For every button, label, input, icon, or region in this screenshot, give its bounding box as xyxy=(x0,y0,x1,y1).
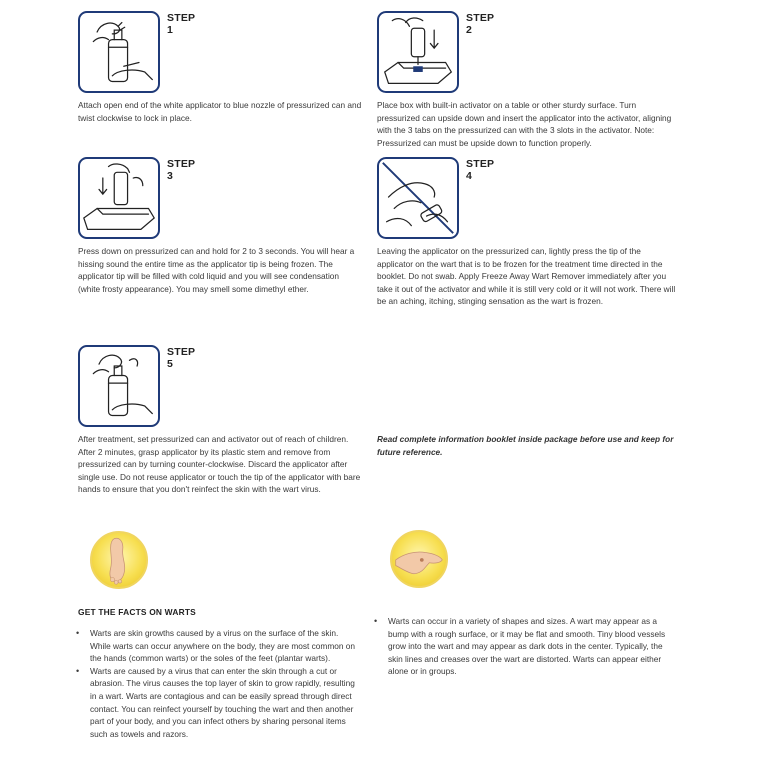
step-title: STEP 2 xyxy=(466,12,495,36)
attach-applicator-icon xyxy=(78,11,160,93)
step-text: Attach open end of the white applicator to blue nozzle of pressurized can and twist clockwise to lock in place. xyxy=(78,100,362,123)
facts-left-list xyxy=(76,627,361,740)
list-item: • Warts can occur in a variety of shapes and sizes. A wart may appear as a bump with a rough surface, or it may be flat and smooth. Tiny blood vessels grow into the wart and may appear as dark dots in the center. Typically, the skin lines and creases over the wart are distorted. Warts can appear either alone or in groups. xyxy=(374,615,674,678)
step-title: STEP 3 xyxy=(167,158,196,182)
step-title: STEP 1 xyxy=(167,12,196,36)
step-text: Press down on pressurized can and hold for 2 to 3 seconds. You will hear a hissing sound the entire time as the applicator tip is being frozen. The applicator tip will be filled with cold liquid and you will see condensation (white frosty appearance). You may smell some dimethyl ether. xyxy=(78,246,355,294)
facts-right-list xyxy=(374,615,674,678)
press-down-icon xyxy=(78,157,160,239)
step-title: STEP 4 xyxy=(466,158,495,182)
finger-wart-icon xyxy=(390,530,448,588)
step-text: After treatment, set pressurized can and activator out of reach of children. After 2 minutes, grasp applicator by its plastic stem and remove from pressurized can by turning counter-clockwise. Discard the applicator after single use. Do not reuse applicator or touch the tip of the applicator with bare hands to ensure that you don't reinfect the skin with the wart virus. xyxy=(78,434,361,495)
list-item: • Warts are caused by a virus that can enter the skin through a cut or abrasion. The virus causes the top layer of skin to grow rapidly, resulting in a wart. Warts are contagious and can be easily spread through direct contact. You can reinfect yourself by touching the wart and then another part of your body, and you can infect others by sharing personal items such as towels and razors. xyxy=(76,665,361,741)
remove-applicator-icon xyxy=(78,345,160,427)
read-booklet-note: Read complete information booklet inside package before use and keep for future reference. xyxy=(377,434,674,457)
step-title: STEP 5 xyxy=(167,346,196,370)
foot-sole-icon xyxy=(90,531,148,589)
facts-title: GET THE FACTS ON WARTS xyxy=(78,607,196,617)
place-box-icon xyxy=(377,11,459,93)
list-item: • Warts are skin growths caused by a virus on the surface of the skin. While warts can occur anywhere on the body, they are most common on the hands (common warts) or the soles of the feet (plantar warts). xyxy=(76,627,361,665)
step-text: Leaving the applicator on the pressurized can, lightly press the tip of the applicator on the wart that is to be frozen for the treatment time directed in the booklet. Do not swab. Apply Freeze Away Wart Remover immediately after you take it out of the activator and while it is still very cold or it will not work. There will be an aching, itching, stinging sensation as the wart is frozen. xyxy=(377,246,676,307)
apply-to-wart-icon xyxy=(377,157,459,239)
step-text: Place box with built-in activator on a table or other sturdy surface. Turn pressurized can upside down and insert the applicator into the activator, aligning with the 3 tabs on the pressurized can with the 3 slots in the activator. Note: Pressurized can must be upside down to function properly. xyxy=(377,100,672,148)
